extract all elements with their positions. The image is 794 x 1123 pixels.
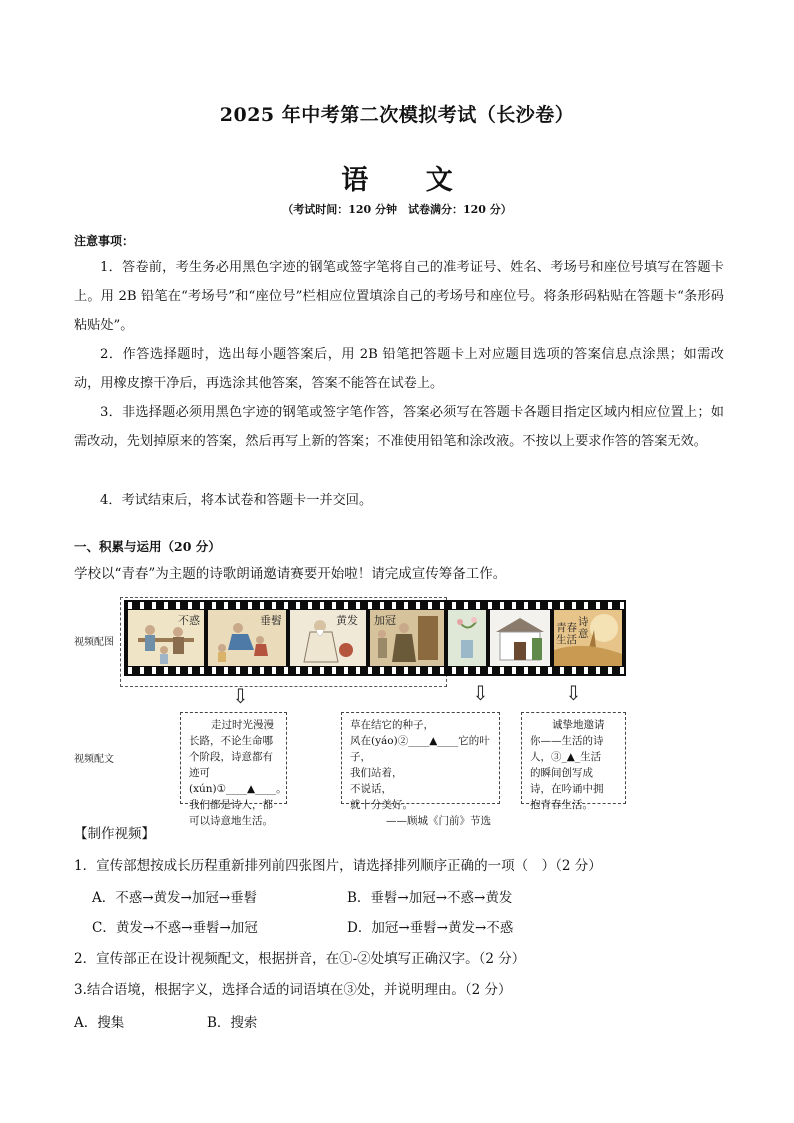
question-1-option-b: B．垂髫→加冠→不惑→黄发 <box>347 890 513 906</box>
film-sprocket-holes-bottom <box>124 667 626 674</box>
subject-title: 语 文 <box>341 165 477 196</box>
notice-item-3: 3．非选择题必须用黑色字迹的钢笔或签字笔作答，答案必须写在答题卡各题目指定区域内相应位置上；如需改动，先划掉原来的答案，然后再写上新的答案；不准使用铅笔和涂改液。不按以上要求作答的答案无效。 <box>74 405 724 449</box>
figure-label-images: 视频配图 <box>74 637 114 648</box>
question-1-option-c: C．黄发→不惑→垂髫→加冠 <box>92 920 258 936</box>
caption-3-line-3: 人，③_▲_生活 <box>530 751 602 763</box>
caption-box-1 <box>180 712 287 827</box>
frame-label-jiaguan: 加冠 <box>374 614 396 627</box>
frame-vase-illustration <box>448 610 486 666</box>
frame-house <box>490 610 550 666</box>
frame-huangfa <box>290 610 366 666</box>
frame-label-huangfa: 黄发 <box>336 614 358 627</box>
caption-3-line-2: 你——生活的诗 <box>530 735 604 747</box>
frame-chuitiao <box>208 610 286 666</box>
caption-1-line-1: 走过时光漫漫 <box>211 719 274 731</box>
arrow-down-icon: ⇩ <box>565 681 582 705</box>
notice-item-1: 1．答卷前，考生务必用黑色字迹的钢笔或签字笔将自己的准考证号、姓名、考场号和座位号填写在答题卡上。用 2B 铅笔在“考场号”和“座位号”栏相应位置填涂自己的考场号和座位号。将条形码粘贴在答题卡“条形码粘贴处”。 <box>74 260 724 333</box>
caption-2-line-4: 不说话， <box>350 783 392 795</box>
question-1-stem: 1．宣传部想按成长历程重新排列前四张图片，请选择排列顺序正确的一项（ ）（2 分） <box>74 858 602 874</box>
frame-label-qingchun: 青春生活 <box>556 622 577 646</box>
caption-3-line-4: 的瞬间创写成 <box>530 767 593 779</box>
notice-heading: 注意事项： <box>74 234 135 248</box>
exam-info: （考试时间：120 分钟 试卷满分：120 分） <box>282 203 512 216</box>
question-3-stem: 3.结合语境，根据字义，选择合适的词语填在③处，并说明理由。（2 分） <box>74 982 512 998</box>
caption-2-line-1: 草在结它的种子， <box>350 719 434 731</box>
exam-title: 2025 年中考第二次模拟考试（长沙卷） <box>219 104 575 126</box>
notice-item-4: 4．考试结束后，将本试卷和答题卡一并交回。 <box>100 493 373 508</box>
caption-2-line-2: 风在(yáo)②____▲____它的叶子， <box>350 735 490 763</box>
question-1-option-a: A．不惑→黄发→加冠→垂髫 <box>92 890 258 906</box>
question-3-option-b: B．搜索 <box>207 1015 258 1031</box>
film-sprocket-holes-top <box>124 602 626 609</box>
frame-house-illustration <box>490 610 550 666</box>
subsection-heading: 【制作视频】 <box>74 826 155 842</box>
caption-3-line-6: 抱青春生活。 <box>530 799 593 811</box>
frame-label-buhuo: 不惑 <box>178 614 200 627</box>
frame-label-chuitiao: 垂髫 <box>260 614 282 627</box>
caption-box-2 <box>341 712 500 827</box>
frame-buhuo <box>128 610 204 666</box>
caption-2-line-3: 我们站着， <box>350 767 403 779</box>
caption-1-line-5: 我们都是诗人，都 <box>189 799 273 811</box>
question-3-option-a: A．搜集 <box>74 1015 125 1031</box>
caption-1-line-2: 长路，不论生命哪 <box>189 735 273 747</box>
caption-3-line-1: 诚挚地邀请 <box>552 719 605 731</box>
caption-2-line-5: 就十分美好。 <box>350 799 413 811</box>
question-2-stem: 2．宣传部正在设计视频配文，根据拼音，在①-②处填写正确汉字。（2 分） <box>74 951 526 967</box>
notice-item-2: 2．作答选择题时，选出每小题答案后，用 2B 铅笔把答题卡上对应题目选项的答案信息点涂黑；如需改动，用橡皮擦干净后，再选涂其他答案，答案不能答在试卷上。 <box>74 347 724 391</box>
arrow-down-icon: ⇩ <box>472 681 489 705</box>
section-intro: 学校以“青春”为主题的诗歌朗诵邀请赛要开始啦！请完成宣传筹备工作。 <box>74 566 507 582</box>
filmstrip <box>124 600 626 676</box>
caption-3-line-5: 诗，在吟诵中拥 <box>530 783 604 795</box>
caption-1-line-4: 迹可(xún)①____▲____。 <box>189 767 287 795</box>
figure-label-captions: 视频配文 <box>74 754 114 765</box>
arrow-down-icon: ⇩ <box>232 684 249 708</box>
frame-poetry <box>554 610 622 666</box>
frame-vase <box>448 610 486 666</box>
frame-label-shiyi: 诗意 <box>578 616 589 640</box>
caption-2-source: ——顾城《门前》节选 <box>386 815 491 827</box>
question-1-option-d: D．加冠→垂髫→黄发→不惑 <box>347 920 514 936</box>
caption-1-line-6: 可以诗意地生活。 <box>189 815 273 827</box>
caption-box-3 <box>521 712 626 811</box>
caption-1-line-3: 个阶段，诗意都有 <box>189 751 273 763</box>
frame-jiaguan <box>370 610 444 666</box>
section-heading: 一、积累与运用（20 分） <box>74 539 221 554</box>
